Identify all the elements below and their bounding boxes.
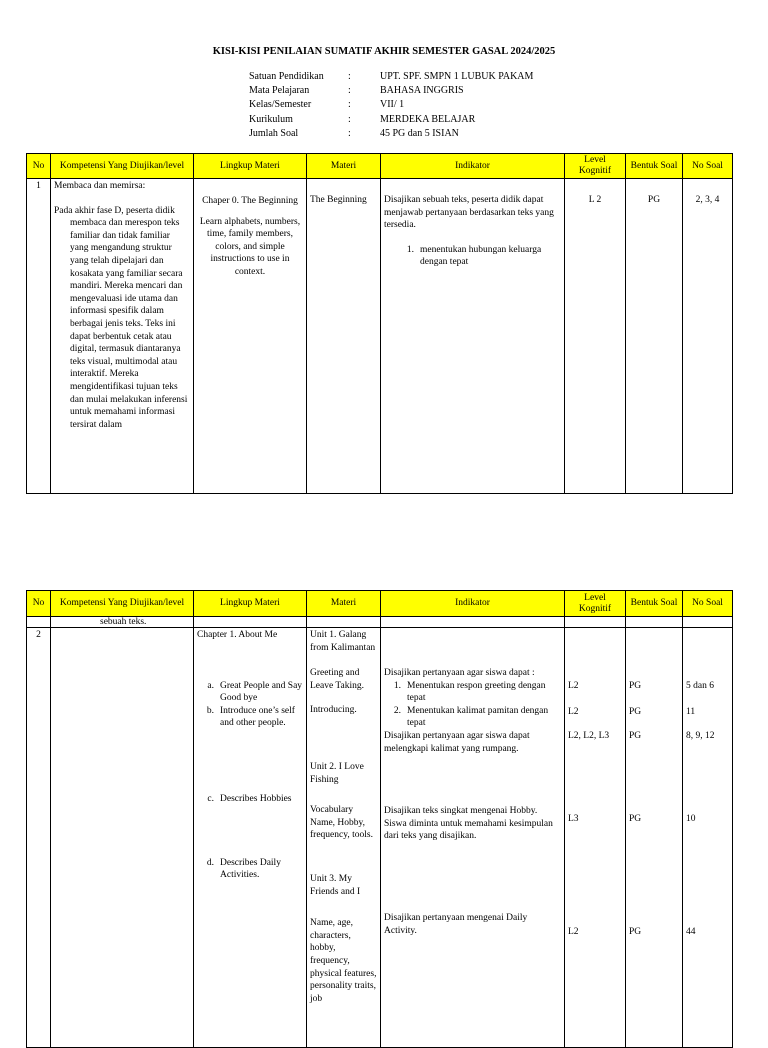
meta-row-satuan: Satuan Pendidikan : UPT. SPF. SMPN 1 LUBUK PAKAM	[249, 71, 534, 82]
cell-bentuk: PG PG PG PG PG	[626, 628, 683, 1048]
lingkup-list	[197, 680, 303, 882]
lingkup-title: Chaper 0. The Beginning	[202, 196, 298, 206]
header-nosoal: No Soal	[683, 591, 733, 617]
header-no: No	[27, 154, 51, 179]
cell-indikator	[381, 628, 565, 1048]
kisi-table-2	[26, 590, 733, 1048]
cell-kompetensi	[51, 628, 194, 1048]
materi-vocab: Vocabulary Name, Hobby, frequency, tools.	[310, 805, 373, 841]
header-level: Level Kognitif	[565, 591, 626, 617]
header-bentuk: Bentuk Soal	[626, 591, 683, 617]
materi-name-list: Name, age, characters, hobby, frequency, physical features, personality traits, job	[310, 918, 377, 1004]
kompetensi-title: Membaca dan memirsa:	[54, 181, 146, 191]
header-materi: Materi	[307, 154, 381, 179]
cell-no: 1	[27, 179, 51, 494]
table-header-row	[27, 591, 733, 617]
document-meta	[249, 70, 533, 141]
table-row	[27, 179, 733, 494]
header-indikator: Indikator	[381, 591, 565, 617]
cell-level: L 2	[565, 179, 626, 494]
cell-lingkup	[194, 179, 307, 494]
header-kompetensi: Kompetensi Yang Diujikan/level	[51, 154, 194, 179]
header-bentuk: Bentuk Soal	[626, 154, 683, 179]
header-nosoal: No Soal	[683, 154, 733, 179]
materi-unit1: Unit 1. Galang from Kalimantan	[310, 630, 376, 653]
materi-unit2: Unit 2. I Love Fishing	[310, 761, 364, 785]
kompetensi-body: Pada akhir fase D, peserta didik membaca dan merespon teks familiar dan tidak familiar yang mengandung struktur yang telah dipelajari dan kosakata yang familiar secara mandiri. Mereka mencari dan mengevaluasi ide utama dan informasi spesifik dalam berbagai jenis teks. Teks ini dapat berbentuk cetak atau digital, termasuk diantaranya teks visual, multimodal atau interaktif. Mereka mengidentifikasi tujuan teks dan mulai melakukan inferensi untuk memahami informasi tersirat dalam	[54, 205, 188, 430]
lingkup-chapter: Chapter 1. About Me	[197, 630, 278, 640]
cell-no: 2	[27, 628, 51, 1048]
kisi-table-1	[26, 153, 733, 494]
lingkup-item-b: b. Introduce one’s self and other people.	[206, 705, 295, 729]
meta-row-jumlah: Jumlah Soal : 45 PG dan 5 ISIAN	[249, 127, 459, 139]
indikator-hobby: Disajikan teks singkat mengenai Hobby. Siswa diminta untuk memahami kesimpulan dari teks yang disajikan.	[384, 806, 553, 842]
cell-materi: The Beginning	[307, 179, 381, 494]
indikator-item-1: 1. Menentukan respon greeting dengan tepat	[393, 680, 546, 704]
indikator-text: Disajikan sebuah teks, peserta didik dapat menjawab pertanyaan berdasarkan teks yang tersedia.	[384, 195, 554, 231]
header-lingkup: Lingkup Materi	[194, 154, 307, 179]
indikator-item-2: 2. Menentukan kalimat pamitan dengan tepat	[393, 705, 549, 729]
lingkup-body: Learn alphabets, numbers, time, family members, colors, and simple instructions to use in context.	[199, 216, 301, 277]
cell-nosoal: 5 dan 6 11 8, 9, 12 10 44	[683, 628, 733, 1048]
cell-lingkup	[194, 628, 307, 1048]
document-title: KISI-KISI PENILAIAN SUMATIF AKHIR SEMESTER GASAL 2024/2025	[212, 46, 556, 57]
cell-level: L2 L2 L2, L2, L3 L3 L2	[565, 628, 626, 1048]
cell-nosoal: 2, 3, 4	[683, 179, 733, 494]
table-header-row	[27, 154, 733, 179]
header-no: No	[27, 591, 51, 617]
indikator-daily: Disajikan pertanyaan mengenai Daily Activity.	[384, 912, 528, 936]
cell-indikator	[381, 179, 565, 494]
header-indikator: Indikator	[381, 154, 565, 179]
header-level: Level Kognitif	[565, 154, 626, 179]
meta-row-mapel: Mata Pelajaran : BAHASA INGGRIS	[249, 85, 464, 97]
cell-materi	[307, 628, 381, 1048]
materi-unit3: Unit 3. My Friends and I	[310, 873, 361, 897]
lingkup-item-a: a. Great People and Say Good bye	[207, 680, 303, 704]
header-kompetensi: Kompetensi Yang Diujikan/level	[51, 591, 194, 617]
indikator-list-item: 1. menentukan hubungan keluarga dengan tepat	[406, 244, 542, 268]
lingkup-item-c: c. Describes Hobbies	[207, 793, 292, 804]
indikator-intro: Disajikan pertanyaan agar siswa dapat :	[384, 668, 535, 678]
meta-row-kelas: Kelas/Semester : VII/ 1	[249, 99, 405, 111]
cell-bentuk: PG	[626, 179, 683, 494]
materi-greeting: Greeting and Leave Taking.	[310, 668, 365, 691]
table-row	[27, 628, 733, 1048]
cell-kompetensi	[51, 179, 194, 494]
materi-introducing: Introducing.	[310, 705, 357, 716]
meta-row-kurikulum: Kurikulum : MERDEKA BELAJAR	[249, 113, 476, 125]
lingkup-item-d: d. Describes Daily Activities.	[206, 857, 281, 881]
cell-continuation-text: sebuah teks.	[51, 617, 194, 628]
header-lingkup: Lingkup Materi	[194, 591, 307, 617]
header-materi: Materi	[307, 591, 381, 617]
indikator-melengkapi: Disajikan pertanyaan agar siswa dapat melengkapi kalimat yang rumpang.	[384, 730, 530, 754]
table-row-continuation	[27, 617, 733, 628]
